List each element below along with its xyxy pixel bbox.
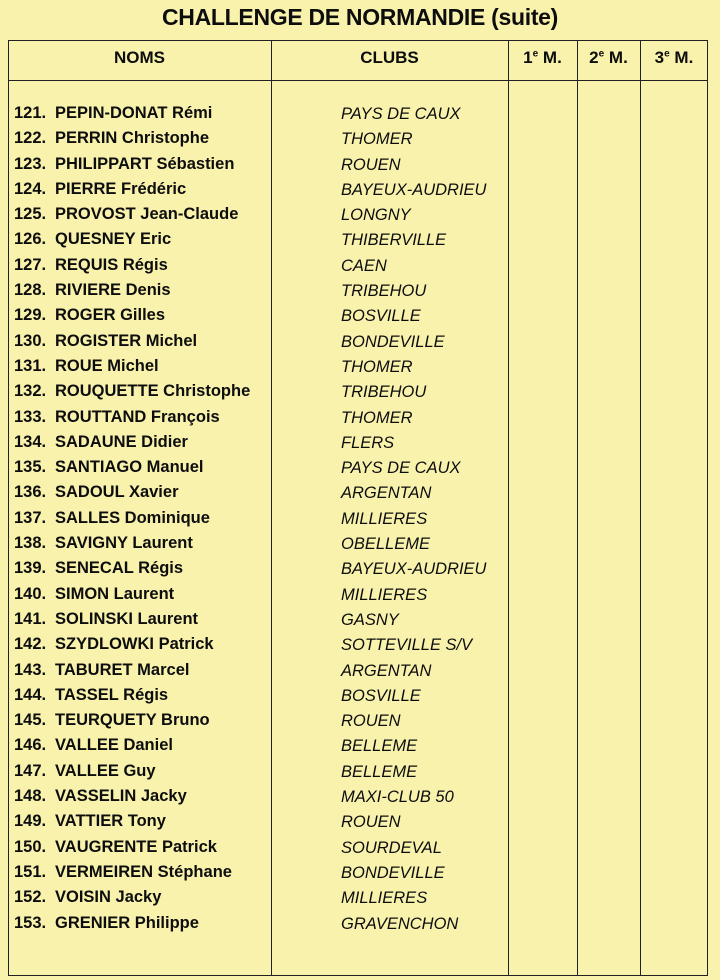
club-name: SOURDEVAL [341,838,442,857]
row-number: 153. [14,913,47,932]
table-row [0,585,720,610]
column-header-names: NOMS [114,48,165,67]
table-row [0,812,720,837]
club-name: TRIBEHOU [341,383,427,402]
competitor-name: ROGISTER Michel [55,331,198,350]
table-row [0,104,720,129]
row-number: 144. [14,685,47,704]
row-number: 126. [14,230,47,249]
club-name: MAXI-CLUB 50 [341,788,454,807]
row-number: 147. [14,761,47,780]
row-number: 133. [14,407,47,426]
competitor-name: VATTIER Tony [55,812,166,831]
column-header-m3: 3e M. [654,48,694,67]
table-row [0,433,720,458]
table-row [0,205,720,230]
club-name: BAYEUX-AUDRIEU [341,560,487,579]
club-name: MILLIERES [341,585,428,604]
club-name: ROUEN [341,155,401,174]
club-name: BOSVILLE [341,307,421,326]
table-row [0,256,720,281]
table-row [0,686,720,711]
club-name: BAYEUX-AUDRIEU [341,180,487,199]
table-row [0,914,720,939]
row-number: 138. [14,534,47,553]
table-row [0,838,720,863]
club-name: PAYS DE CAUX [341,459,461,478]
competitor-name: VOISIN Jacky [55,888,162,907]
table-row [0,230,720,255]
row-number: 137. [14,508,47,527]
competitor-name: SAVIGNY Laurent [55,534,193,553]
table-row [0,155,720,180]
row-number: 145. [14,711,47,730]
club-name: MILLIERES [341,509,428,528]
table-row [0,306,720,331]
table-row [0,357,720,382]
row-number: 148. [14,787,47,806]
row-number: 143. [14,660,47,679]
club-name: FLERS [341,433,395,452]
row-number: 123. [14,154,47,173]
club-name: CAEN [341,256,387,275]
club-name: MILLIERES [341,889,428,908]
competitor-name: SENECAL Régis [55,559,184,578]
column-header-clubs: CLUBS [360,48,419,67]
row-number: 146. [14,736,47,755]
header-divider [8,80,708,81]
table-row [0,762,720,787]
competitor-name: PEPIN-DONAT Rémi [55,104,213,122]
competitor-name: SANTIAGO Manuel [55,458,204,477]
row-number: 136. [14,483,47,502]
table-row [0,888,720,913]
club-name: OBELLEME [341,535,430,554]
competitor-name: RIVIERE Denis [55,281,171,300]
table-row [0,281,720,306]
club-name: SOTTEVILLE S/V [341,636,473,655]
club-name: BONDEVILLE [341,332,445,351]
row-number: 125. [14,205,47,224]
row-number: 141. [14,609,47,628]
competitor-name: VALLEE Guy [55,761,156,780]
row-number: 132. [14,382,47,401]
competitor-name: ROUE Michel [55,356,159,375]
table-row [0,509,720,534]
competitor-name: SADOUL Xavier [55,483,179,502]
competitor-name: SADAUNE Didier [55,432,188,451]
competitor-name: VAUGRENTE Patrick [55,837,217,856]
club-name: BOSVILLE [341,686,421,705]
table-row [0,711,720,736]
club-name: GRAVENCHON [341,914,459,933]
club-name: THOMER [341,357,413,376]
competitor-name: SIMON Laurent [55,584,175,603]
row-number: 149. [14,812,47,831]
row-number: 121. [14,104,47,122]
club-name: GASNY [341,610,399,629]
table-row [0,408,720,433]
competitor-name: ROUTTAND François [55,407,220,426]
row-number: 131. [14,356,47,375]
club-name: BELLEME [341,737,418,756]
club-name: ARGENTAN [341,661,432,680]
row-number: 127. [14,255,47,274]
table-row [0,635,720,660]
table-row [0,458,720,483]
competitor-name: QUESNEY Eric [55,230,172,249]
competitor-name: VALLEE Daniel [55,736,173,755]
row-number: 129. [14,306,47,325]
competitor-name: SALLES Dominique [55,508,210,527]
club-name: ROUEN [341,813,401,832]
table-row [0,863,720,888]
table-row [0,559,720,584]
competitor-name: TABURET Marcel [55,660,190,679]
club-name: ROUEN [341,712,401,731]
club-name: BONDEVILLE [341,863,445,882]
table-row [0,332,720,357]
competitor-name: PHILIPPART Sébastien [55,154,235,173]
competitor-name: ROUQUETTE Christophe [55,382,251,401]
row-number: 130. [14,331,47,350]
competitor-name: GRENIER Philippe [55,913,199,932]
row-number: 128. [14,281,47,300]
row-number: 134. [14,432,47,451]
row-number: 135. [14,458,47,477]
table-row [0,787,720,812]
competitor-name: PIERRE Frédéric [55,179,187,198]
competitor-name: ROGER Gilles [55,306,166,325]
table-row [0,129,720,154]
club-name: BELLEME [341,762,418,781]
competitor-name: TEURQUETY Bruno [55,711,210,730]
club-name: ARGENTAN [341,484,432,503]
competitor-name: TASSEL Régis [55,685,169,704]
row-number: 142. [14,635,47,654]
row-number: 139. [14,559,47,578]
page-title: CHALLENGE DE NORMANDIE (suite) [161,4,559,30]
table-row [0,661,720,686]
competitor-name: SOLINSKI Laurent [55,609,199,628]
row-number: 150. [14,837,47,856]
table-row [0,610,720,635]
competitor-name: VASSELIN Jacky [55,787,187,806]
column-header-m1: 1e M. [523,48,562,67]
table-row [0,382,720,407]
row-number: 124. [14,179,47,198]
table-row [0,534,720,559]
competitor-name: VERMEIREN Stéphane [55,862,232,881]
row-number: 122. [14,129,47,148]
results-list [0,104,720,939]
club-name: TRIBEHOU [341,282,427,301]
row-number: 140. [14,584,47,603]
club-name: THOMER [341,408,413,427]
competitor-name: PROVOST Jean-Claude [55,205,239,224]
competitor-name: SZYDLOWKI Patrick [55,635,214,654]
table-row [0,736,720,761]
club-name: LONGNY [341,206,411,225]
table-row [0,180,720,205]
competitor-name: PERRIN Christophe [55,129,210,148]
table-row [0,483,720,508]
club-name: THIBERVILLE [341,231,447,250]
row-number: 152. [14,888,47,907]
row-number: 151. [14,862,47,881]
club-name: PAYS DE CAUX [341,105,461,123]
club-name: THOMER [341,130,413,149]
competitor-name: REQUIS Régis [55,255,168,274]
column-header-m2: 2e M. [589,48,628,67]
